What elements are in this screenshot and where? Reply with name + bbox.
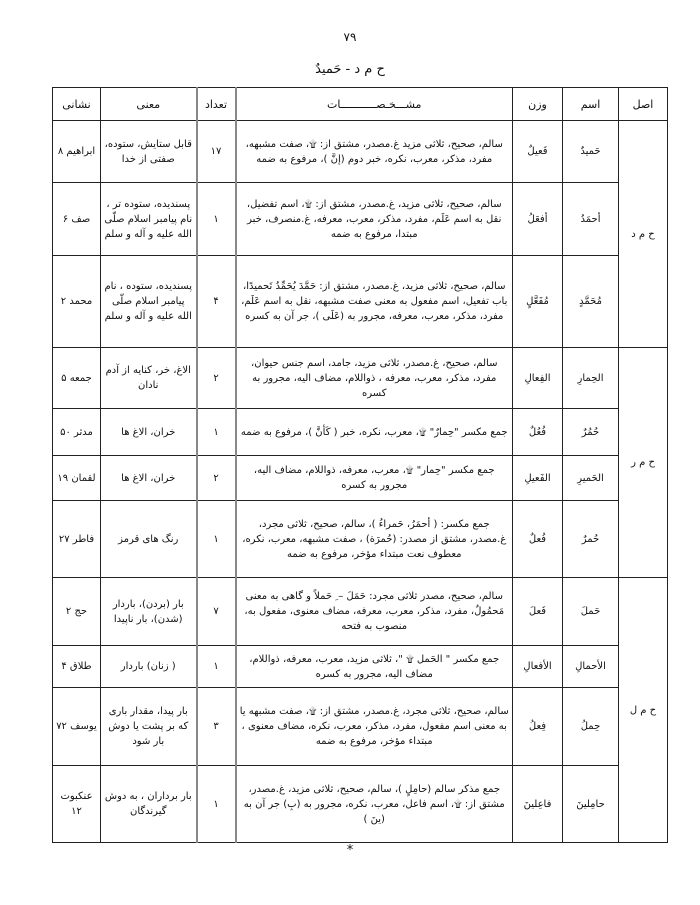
meaning-cell: الاغ، خر، کنایه از آدم نادان [101,348,197,409]
table-row [53,348,668,409]
noun-cell: حِملُ [563,688,619,766]
pattern-cell: فُعلٌ [513,501,563,578]
count-cell: ۷ [197,578,236,646]
noun-cell: حامِلینَ [563,766,619,843]
table-row [53,646,668,688]
page-heading: ح م د - حَمیدٌ [315,62,385,77]
count-cell: ۱ [197,766,236,843]
pattern-cell: فِعلُ [513,688,563,766]
pattern-cell: فُعُلٌ [513,409,563,456]
col-header-details: مشـــخـصـــــــــــات [236,88,513,121]
meaning-cell: قابل ستایش، ستوده، صفتی از خدا [101,121,197,183]
noun-cell: مُحَمَّدٍ [563,256,619,348]
pattern-cell: الأفعالِ [513,646,563,688]
count-cell: ۴ [197,256,236,348]
col-header-meaning: معنی [101,88,197,121]
pattern-cell: مُفَعَّلٍ [513,256,563,348]
reference-cell: جمعه ۵ [53,348,101,409]
pattern-cell: فاعِلینَ [513,766,563,843]
details-cell: جمع مکسر "حِمار" ۩، معرب، معرفه، ذواللام، مضاف الیه، مجرور به کسره [236,456,513,501]
meaning-cell: بار (بردن)، باردار (شدن)، بار ناپیدا [101,578,197,646]
table-row [53,578,668,646]
details-cell: سالم، صحیح، مصدر ثلاثی مجرد: حَمَلَ – ِ حَملاً و گاهی به معنی مَحمُولٌ، مفرد، مذکر، معرب، معرفه، مضاف معنوی، مفعول به، منصوب به فتحه [236,578,513,646]
count-cell: ۱ [197,501,236,578]
reference-cell: حج ۲ [53,578,101,646]
noun-cell: الأحمالِ [563,646,619,688]
pattern-cell: الفِعالِ [513,348,563,409]
details-cell: جمع مذکر سالم (حامِلٍ )، سالم، صحیح، ثلاثی مزید، غ.مصدر، مشتق از: ۩، اسم فاعل، معرب، نکره، مجرور به (بِ) جر آن به (ینَ ) [236,766,513,843]
table-row [53,121,668,183]
pattern-cell: أفعَلُ [513,183,563,256]
meaning-cell: پسندیده، ستوده تر ، نام پیامبر اسلام صلّی الله علیه و آله و سلم [101,183,197,256]
details-cell: سالم، صحیح، ثلاثی مجرد، غ.مصدر، مشتق از: ۩، صفت مشبهه یا به معنی اسم مفعول، مفرد، مذکر، معرب، نکره، مضاف معنوی ، مبتداء مؤخر، مرفوع به ضمه [236,688,513,766]
count-cell: ۱۷ [197,121,236,183]
table-row [53,766,668,843]
details-cell: جمع مکسر: ( أحمَرُ، حَمراءُ )، سالم، صحیح، ثلاثی مجرد، غ.مصدر، مشتق از مصدر: (حُمرَة) ، صفت مشبهه، معرب، نکره، معطوف نعت مبتداء مؤخر، مرفوع به ضمه [236,501,513,578]
header-row [53,88,668,121]
details-cell: سالم، صحیح، ثلاثی مزید، غ.مصدر، مشتق از: حَمَّدَ یُحَمِّدُ تَحمیدًا، باب تفعیل، اسم مفعول به معنی صفت مشبهه، نقل به اسم عَلَم، مفرد، مذکر، معرب، معرفه، مجرور به (عَلَی )، جر آن به کسره [236,256,513,348]
reference-cell: مدثر ۵۰ [53,409,101,456]
lexicon-table [52,87,668,843]
pattern-cell: الفَعیلِ [513,456,563,501]
table-row [53,409,668,456]
noun-cell: حُمرٌ [563,501,619,578]
table-row [53,183,668,256]
details-cell: سالم، صحیح، غ.مصدر، ثلاثی مزید، جامد، اسم جنس حیوان، مفرد، مذکر، معرب، معرفه ، ذواللام، مضاف الیه، مجرور به کسره [236,348,513,409]
meaning-cell: خران، الاغ ها [101,456,197,501]
reference-cell: فاطر ۲۷ [53,501,101,578]
details-cell: جمع مکسر " الحَمل ۩ "، ثلاثی مزید، معرب، معرفه، ذواللام، مضاف الیه، مجرور به کسره [236,646,513,688]
col-header-reference: نشانی [53,88,101,121]
count-cell: ۱ [197,183,236,256]
reference-cell: لقمان ۱۹ [53,456,101,501]
page-number: ۷۹ [343,30,357,44]
meaning-cell: بار برداران ، به دوش گیرندگان [101,766,197,843]
count-cell: ۱ [197,409,236,456]
reference-cell: صف ۶ [53,183,101,256]
table-row [53,456,668,501]
count-cell: ۱ [197,646,236,688]
pattern-cell: فَعلَ [513,578,563,646]
reference-cell: عنکبوت ۱۲ [53,766,101,843]
meaning-cell: رنگ های قرمز [101,501,197,578]
root-cell: ح م د [619,121,668,348]
meaning-cell: پسندیده، ستوده ، نام پیامبر اسلام صلّی الله علیه و آله و سلم [101,256,197,348]
details-cell: سالم، صحیح، ثلاثی مزید، غ.مصدر، مشتق از: ۩، اسم تفضیل، نقل به اسم عَلَم، مفرد، مذکر، معرب، معرفه، غ.منصرف، خبر مبتدا، مرفوع به ضمه [236,183,513,256]
col-header-pattern: وزن [513,88,563,121]
table-row [53,501,668,578]
details-cell: سالم، صحیح، ثلاثی مزید غ.مصدر، مشتق از: ۩، صفت مشبهه، مفرد، مذکر، معرب، نکره، خبر دوم (إنَّ )، مرفوع به ضمه [236,121,513,183]
meaning-cell: ( زنان) باردار [101,646,197,688]
noun-cell: حَمیدٌ [563,121,619,183]
reference-cell: ابراهیم ۸ [53,121,101,183]
col-header-count: تعداد [197,88,236,121]
noun-cell: أحمَدُ [563,183,619,256]
noun-cell: الحَمیرِ [563,456,619,501]
pattern-cell: فَعیلٌ [513,121,563,183]
table-row [53,688,668,766]
footnote-marker: * [346,843,354,858]
reference-cell: محمد ۲ [53,256,101,348]
root-cell: ح م ل [619,578,668,843]
noun-cell: حُمُرٌ [563,409,619,456]
table-row [53,256,668,348]
meaning-cell: بار پیدا، مقدار باری که بر پشت یا دوش بار شود [101,688,197,766]
reference-cell: طلاق ۴ [53,646,101,688]
noun-cell: الحِمارِ [563,348,619,409]
count-cell: ۲ [197,456,236,501]
col-header-noun: اسم [563,88,619,121]
root-cell: ح م ر [619,348,668,578]
meaning-cell: خران، الاغ ها [101,409,197,456]
reference-cell: یوسف ۷۲ [53,688,101,766]
noun-cell: حَملَ [563,578,619,646]
count-cell: ۲ [197,348,236,409]
col-header-root: اصل [619,88,668,121]
details-cell: جمع مکسر "حِمارٌ" ۩، معرب، نکره، خبر ( كَأنَّ )، مرفوع به ضمه [236,409,513,456]
count-cell: ۳ [197,688,236,766]
